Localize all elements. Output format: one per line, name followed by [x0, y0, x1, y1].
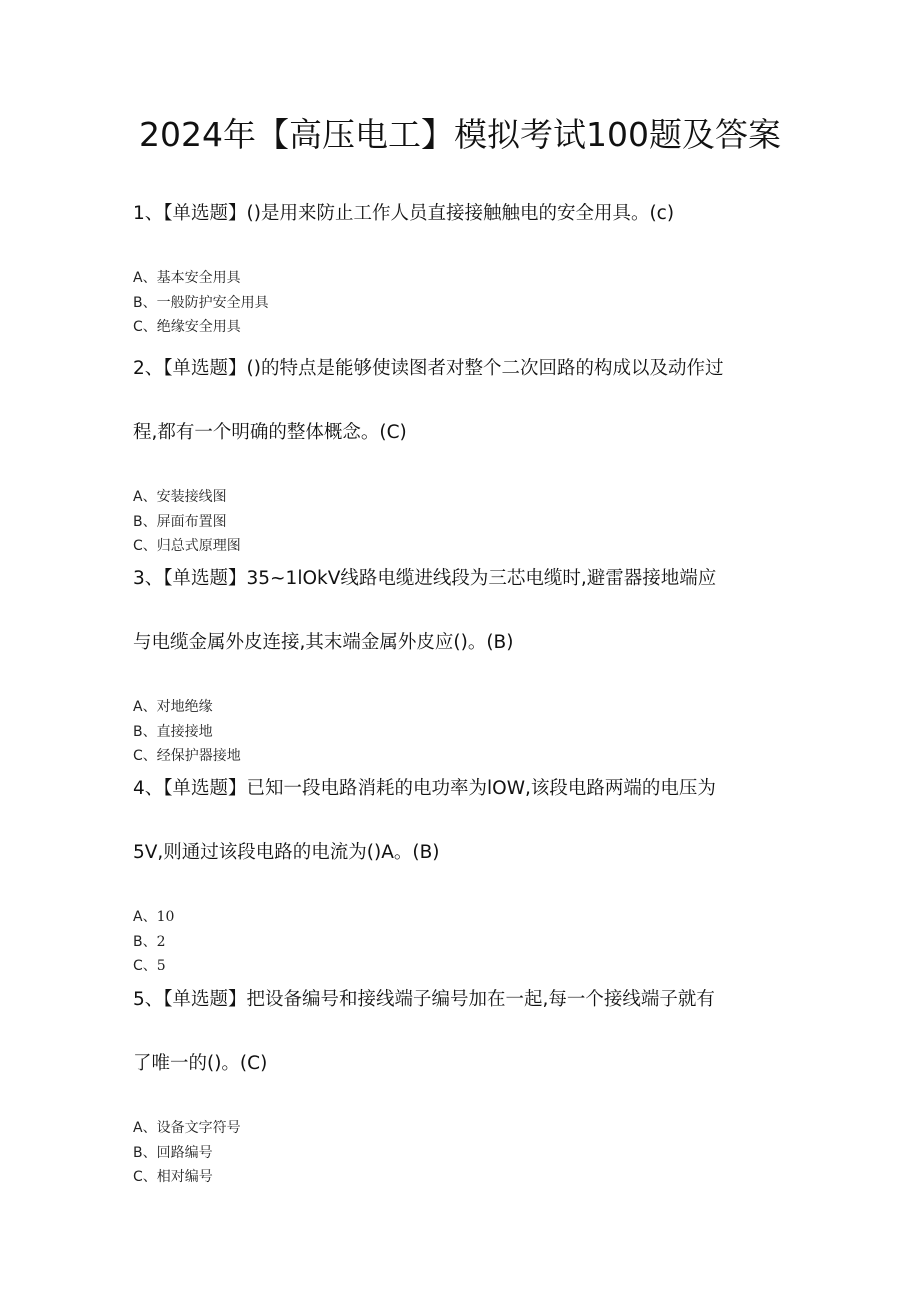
question-4-text-line-1: 4、【单选题】已知一段电路消耗的电功率为lOW,该段电路两端的电压为	[133, 778, 716, 799]
option-a	[133, 905, 853, 930]
option-label: B、	[133, 513, 157, 530]
question-3-text-line-2: 与电缆金属外皮连接,其末端金属外皮应()。(B)	[133, 632, 514, 653]
question-2-text-line-2: 程,都有一个明确的整体概念。(C)	[133, 422, 407, 443]
option-label: B、	[133, 723, 157, 740]
option-a	[133, 695, 853, 720]
option-text: 对地绝缘	[156, 699, 213, 715]
option-b	[133, 930, 853, 955]
option-a	[133, 1116, 853, 1141]
option-label: C、	[133, 319, 157, 335]
option-c	[133, 1165, 853, 1190]
option-label: B、	[133, 1144, 157, 1161]
option-text: 5	[156, 958, 166, 974]
option-b	[133, 720, 853, 745]
question-4-options	[133, 905, 853, 979]
question-2	[133, 355, 853, 559]
page-title: 2024年【高压电工】模拟考试100题及答案	[139, 115, 781, 154]
question-5	[133, 986, 853, 1190]
option-text: 直接接地	[156, 723, 213, 740]
question-5-text-line-1: 5、【单选题】把设备编号和接线端子编号加在一起,每一个接线端子就有	[133, 989, 715, 1010]
option-label: C、	[133, 1169, 157, 1185]
option-b	[133, 291, 853, 316]
question-5-options	[133, 1116, 853, 1190]
option-c	[133, 954, 853, 979]
option-text: 归总式原理图	[156, 538, 241, 554]
option-label: A、	[133, 270, 157, 286]
question-2-options	[133, 485, 853, 559]
option-c	[133, 744, 853, 769]
option-label: A、	[133, 489, 157, 505]
option-text: 绝缘安全用具	[156, 319, 241, 335]
option-text: 设备文字符号	[156, 1120, 241, 1136]
option-text: 相对编号	[156, 1169, 213, 1185]
question-1-text: 1、【单选题】()是用来防止工作人员直接接触触电的安全用具。(c)	[133, 203, 675, 224]
option-c	[133, 534, 853, 559]
option-b	[133, 1141, 853, 1166]
option-label: C、	[133, 748, 157, 764]
option-label: A、	[133, 1120, 157, 1136]
question-1-options	[133, 266, 853, 340]
question-3-options	[133, 695, 853, 769]
option-text: 10	[156, 909, 175, 925]
question-5-text-line-2: 了唯一的()。(C)	[133, 1053, 268, 1074]
option-text: 回路编号	[156, 1144, 213, 1161]
option-label: A、	[133, 909, 157, 925]
option-label: B、	[133, 933, 157, 950]
option-text: 2	[156, 933, 166, 950]
option-text: 一般防护安全用具	[156, 294, 269, 311]
option-label: C、	[133, 958, 157, 974]
option-c	[133, 315, 853, 340]
option-text: 屏面布置图	[156, 513, 227, 530]
question-3-text-line-1: 3、【单选题】35~1lOkV线路电缆进线段为三芯电缆时,避雷器接地端应	[133, 568, 717, 589]
question-1	[133, 200, 853, 340]
option-label: B、	[133, 294, 157, 311]
option-label: A、	[133, 699, 157, 715]
question-3	[133, 565, 853, 769]
option-text: 基本安全用具	[156, 270, 241, 286]
option-b	[133, 510, 853, 535]
option-label: C、	[133, 538, 157, 554]
option-text: 安装接线图	[156, 489, 227, 505]
option-a	[133, 485, 853, 510]
question-4	[133, 775, 853, 979]
option-text: 经保护器接地	[156, 748, 241, 764]
question-2-text-line-1: 2、【单选题】()的特点是能够使读图者对整个二次回路的构成以及动作过	[133, 358, 724, 379]
question-4-text-line-2: 5V,则通过该段电路的电流为()A。(B)	[133, 842, 440, 863]
option-a	[133, 266, 853, 291]
